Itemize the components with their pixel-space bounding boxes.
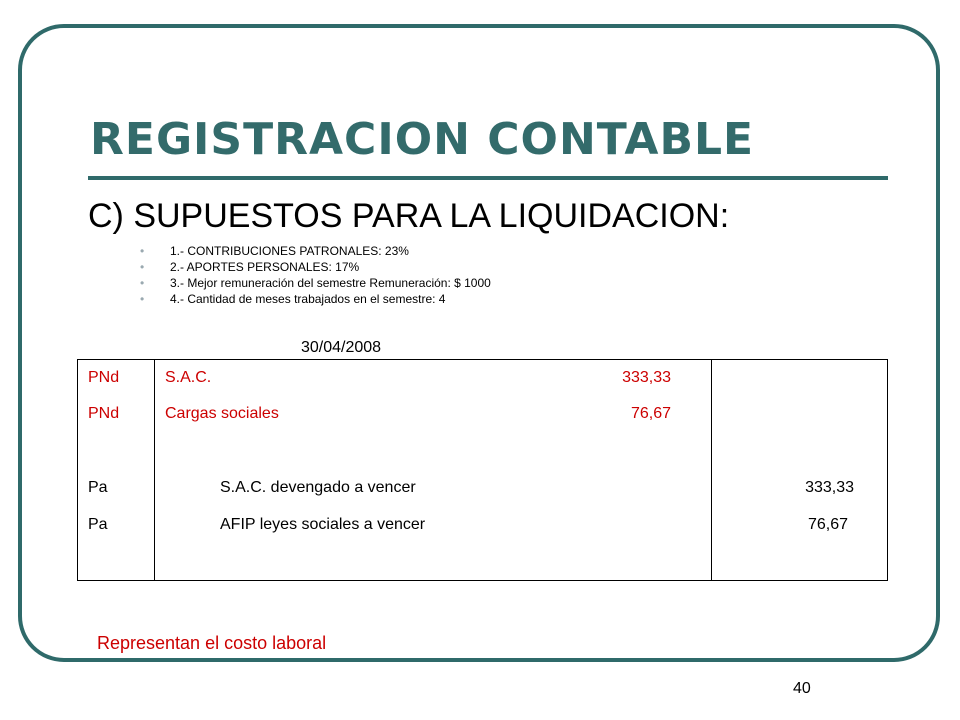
entry-type: Pa bbox=[88, 516, 108, 533]
assumptions-list bbox=[140, 243, 491, 307]
bullet-icon: • bbox=[140, 244, 145, 258]
title-divider bbox=[88, 176, 888, 180]
entry-credit: 76,67 bbox=[807, 516, 848, 533]
footer-note: Representan el costo laboral bbox=[97, 633, 327, 653]
entry-date: 30/04/2008 bbox=[301, 339, 382, 356]
entry-debit: 333,33 bbox=[622, 369, 671, 386]
list-item bbox=[140, 259, 491, 275]
column-divider bbox=[711, 360, 712, 580]
slide-subtitle: C) SUPUESTOS PARA LA LIQUIDACION: bbox=[88, 197, 730, 235]
entry-debit: 76,67 bbox=[630, 405, 671, 422]
column-divider bbox=[154, 360, 155, 580]
bullet-icon: • bbox=[140, 276, 145, 290]
bullet-text: 1.- CONTRIBUCIONES PATRONALES: 23% bbox=[170, 244, 409, 258]
list-item bbox=[140, 291, 491, 307]
bullet-icon: • bbox=[140, 292, 145, 306]
bullet-icon: • bbox=[140, 260, 145, 274]
bullet-text: 4.- Cantidad de meses trabajados en el semestre: 4 bbox=[170, 292, 446, 306]
entry-credit: 333,33 bbox=[805, 479, 854, 496]
slide-title: REGISTRACION CONTABLE bbox=[90, 114, 755, 165]
entry-type: PNd bbox=[88, 405, 120, 422]
entry-type: PNd bbox=[88, 369, 120, 386]
entry-account: S.A.C. bbox=[165, 369, 212, 386]
entry-account: Cargas sociales bbox=[165, 405, 279, 422]
journal-entry-table bbox=[77, 359, 888, 581]
bullet-text: 2.- APORTES PERSONALES: 17% bbox=[170, 260, 360, 274]
page-number: 40 bbox=[793, 680, 811, 697]
entry-account: S.A.C. devengado a vencer bbox=[220, 479, 416, 496]
bullet-text: 3.- Mejor remuneración del semestre Remuneración: $ 1000 bbox=[170, 276, 491, 290]
entry-account: AFIP leyes sociales a vencer bbox=[220, 516, 426, 533]
list-item bbox=[140, 243, 491, 259]
list-item bbox=[140, 275, 491, 291]
entry-type: Pa bbox=[88, 479, 108, 496]
